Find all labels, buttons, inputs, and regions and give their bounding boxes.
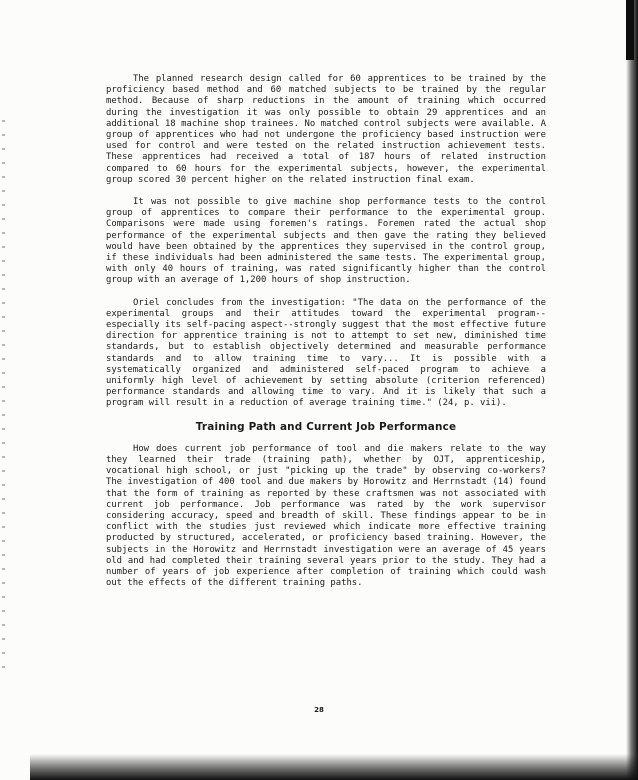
document-body (106, 74, 546, 589)
scan-bottom-edge-shadow (30, 754, 638, 780)
paragraph-oriel-conclusion: Oriel concludes from the investigation: "The data on the performance of the experimental groups and their attitudes toward the experimental program--especially its self-pacing aspect--strongly suggest that the most effective future direction for apprentice training is not to attempt to set new, diminished time standards, but to establish objectively determined and measurable performance standards and to allow training time to vary... It is possible with a systematically organized and administered self-paced program to achieve a uniformly high level of achievement by setting absolute (criterion referenced) performance standards and allowing time to vary. And it is likely that such a program will result in a reduction of average training time." (24, p. vii). (106, 297, 546, 409)
paragraph-training-path: How does current job performance of tool and die makers relate to the way they learned their trade (training path), whether by OJT, apprenticeship, vocational high school, or just "picking up the trade" by observing co-workers? The investigation of 400 tool and due makers by Horowitz and Herrnstadt (14) found that the form of training as reported by these craftsmen was not associated with current job performance. Job performance was rated by the work supervisor considering accuracy, speed and breadth of skill. These findings appear to be in conflict with the studies just reviewed which indicate more effective training producted by structured, accelerated, or proficiency based training. However, the subjects in the Horowitz and Herrnstadt investigation were an average of 45 years old and had completed their training several years prior to the study. They had a number of years of job experience after completion of training which could wash out the effects of the different training paths. (106, 443, 546, 589)
scan-margin-artifact (2, 120, 5, 680)
paragraph-shop-performance: It was not possible to give machine shop performance tests to the control group of apprentices to compare their performance to the experimental group. Comparisons were made using foremen's ratings. Foremen rated the actual shop performance of the experimental subjects and then gave the rating they believed would have been obtained by the apprentices they supervised in the control group, if these individuals had been administered the same tests. The experimental group, with only 40 hours of training, was rated significantly higher than the control group with an average of 1,200 hours of shop instruction. (106, 197, 546, 286)
scan-right-edge-shadow (626, 0, 638, 780)
section-heading: Training Path and Current Job Performance (195, 420, 457, 433)
page-number: 28 (314, 706, 324, 714)
paragraph-research-design: The planned research design called for 60 apprentices to be trained by the proficiency based method and 60 matched subjects to be trained by the regular method. Because of sharp reductions in the amount of training which occurred during the investigation it was only possible to obtain 29 apprentices and an additional 18 machine shop trainees. No matched control subjects were available. A group of apprentices who had not undergone the proficiency based instruction were used for control and were tested on the related instruction achievement tests. These apprentices had received a total of 187 hours of related instruction compared to 60 hours for the experimental subjects, however, the experimental group scored 30 percent higher on the related instruction final exam. (106, 74, 546, 185)
scan-right-edge-dark (626, 0, 634, 60)
